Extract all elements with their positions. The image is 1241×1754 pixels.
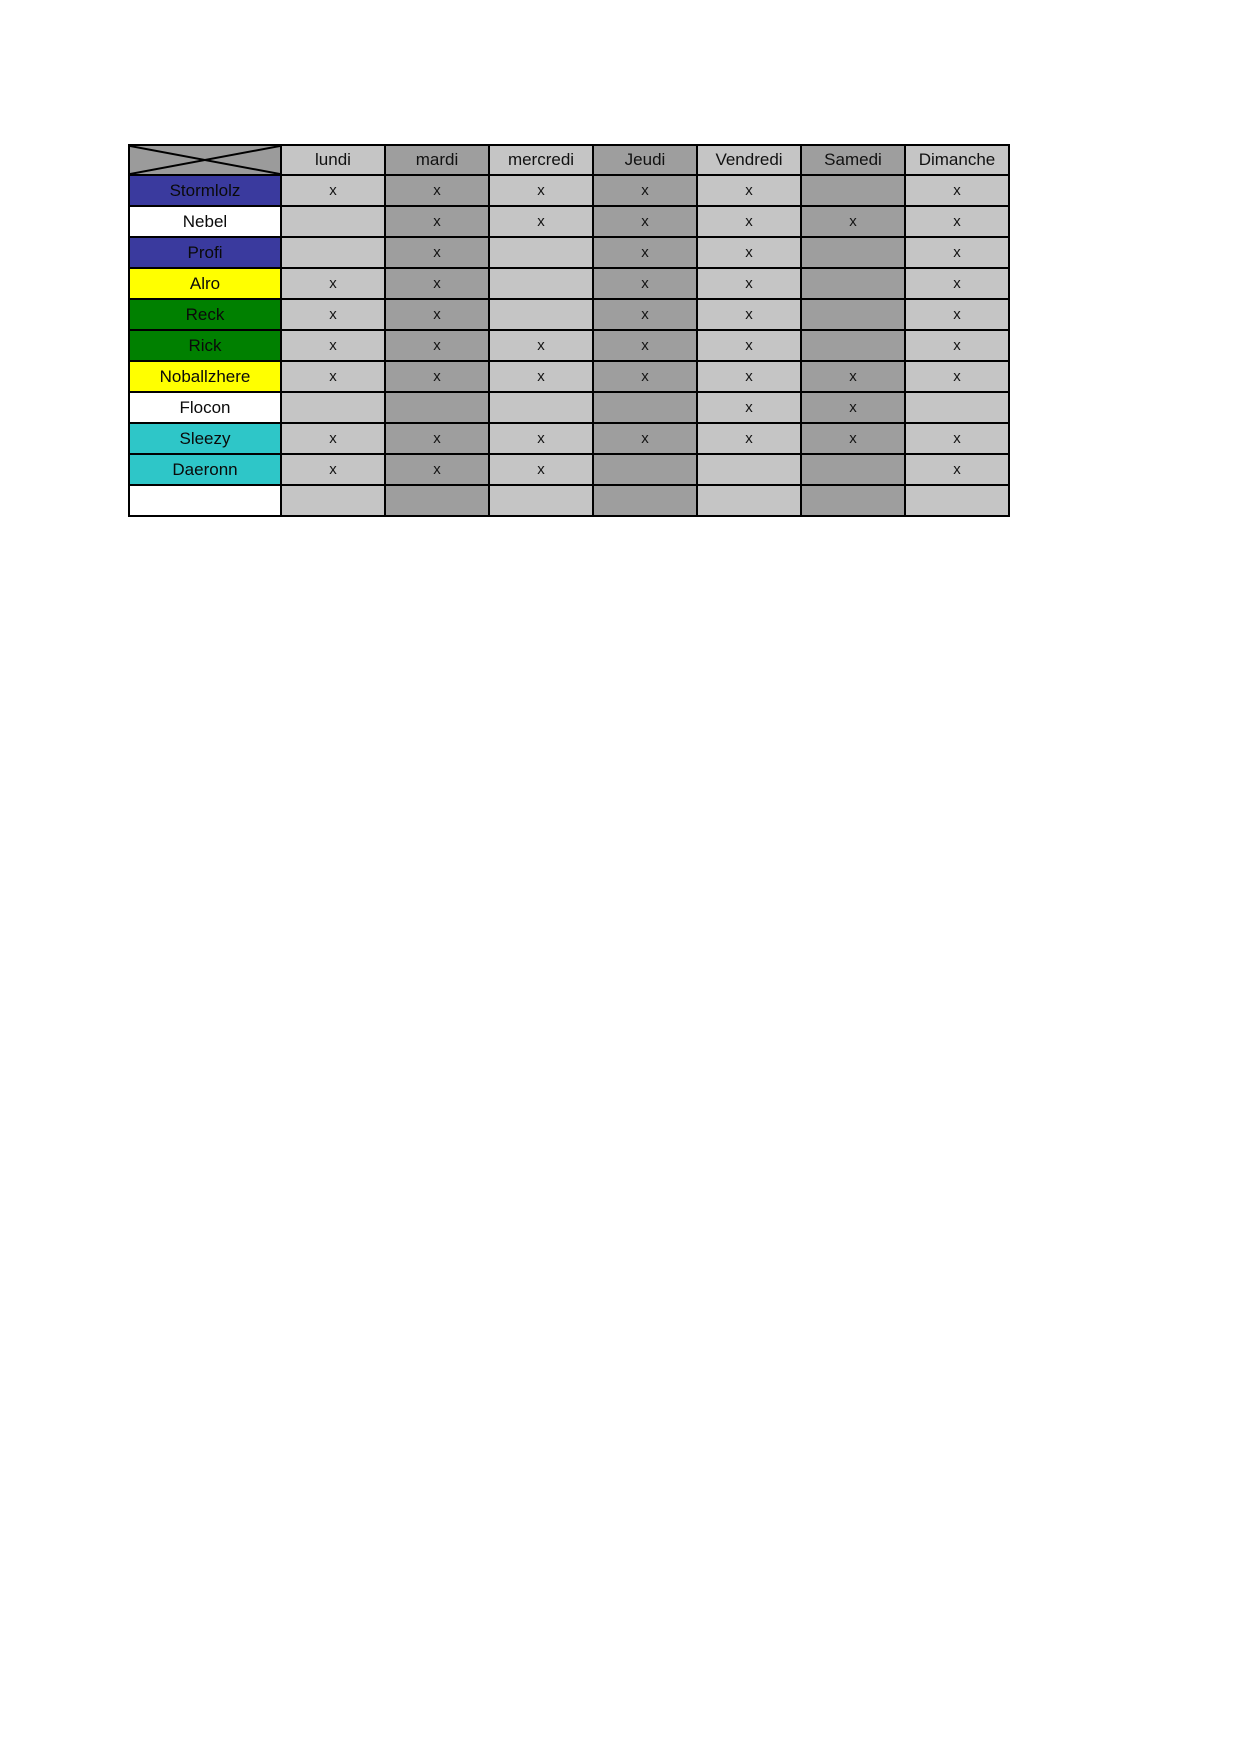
availability-cell xyxy=(489,268,593,299)
availability-cell xyxy=(697,485,801,516)
member-name-cell: Reck xyxy=(129,299,281,330)
availability-table xyxy=(128,144,1010,517)
table-row xyxy=(129,268,1009,299)
member-name-cell: Nebel xyxy=(129,206,281,237)
availability-cell: x xyxy=(489,454,593,485)
availability-cell: x xyxy=(697,361,801,392)
availability-cell: x xyxy=(385,423,489,454)
member-name-cell: Sleezy xyxy=(129,423,281,454)
availability-cell: x xyxy=(489,361,593,392)
member-name-cell: Noballzhere xyxy=(129,361,281,392)
availability-cell: x xyxy=(385,175,489,206)
availability-cell: x xyxy=(385,454,489,485)
member-name-cell: Daeronn xyxy=(129,454,281,485)
availability-cell: x xyxy=(593,330,697,361)
availability-cell xyxy=(593,392,697,423)
availability-cell: x xyxy=(905,454,1009,485)
availability-cell: x xyxy=(281,175,385,206)
availability-cell xyxy=(801,299,905,330)
availability-cell xyxy=(801,175,905,206)
availability-cell xyxy=(281,206,385,237)
availability-cell xyxy=(801,268,905,299)
member-name-cell: Alro xyxy=(129,268,281,299)
availability-cell xyxy=(593,485,697,516)
availability-cell: x xyxy=(801,423,905,454)
availability-cell: x xyxy=(905,206,1009,237)
column-header-samedi: Samedi xyxy=(801,145,905,175)
availability-cell: x xyxy=(697,268,801,299)
availability-cell: x xyxy=(593,175,697,206)
member-name-cell: Flocon xyxy=(129,392,281,423)
availability-cell: x xyxy=(385,206,489,237)
availability-cell: x xyxy=(905,423,1009,454)
availability-cell: x xyxy=(697,175,801,206)
availability-cell: x xyxy=(801,206,905,237)
availability-cell xyxy=(593,454,697,485)
availability-cell xyxy=(905,392,1009,423)
availability-cell xyxy=(489,299,593,330)
availability-cell: x xyxy=(489,206,593,237)
availability-cell: x xyxy=(489,330,593,361)
availability-cell: x xyxy=(385,299,489,330)
availability-cell xyxy=(281,237,385,268)
availability-cell: x xyxy=(281,454,385,485)
column-header-jeudi: Jeudi xyxy=(593,145,697,175)
table-row xyxy=(129,454,1009,485)
column-header-vendredi: Vendredi xyxy=(697,145,801,175)
availability-cell xyxy=(385,485,489,516)
availability-cell: x xyxy=(281,423,385,454)
diagonal-cross-icon xyxy=(130,146,280,174)
availability-cell: x xyxy=(281,361,385,392)
availability-cell: x xyxy=(697,392,801,423)
availability-cell xyxy=(281,392,385,423)
header-row xyxy=(129,145,1009,175)
availability-cell: x xyxy=(905,237,1009,268)
availability-cell xyxy=(801,330,905,361)
table-row xyxy=(129,175,1009,206)
availability-cell: x xyxy=(593,206,697,237)
availability-cell: x xyxy=(905,268,1009,299)
availability-cell: x xyxy=(905,299,1009,330)
availability-cell: x xyxy=(905,361,1009,392)
availability-cell: x xyxy=(905,175,1009,206)
table-row xyxy=(129,330,1009,361)
availability-cell xyxy=(801,454,905,485)
availability-cell xyxy=(489,237,593,268)
availability-cell: x xyxy=(489,175,593,206)
availability-cell: x xyxy=(385,268,489,299)
column-header-mardi: mardi xyxy=(385,145,489,175)
availability-cell: x xyxy=(801,392,905,423)
table-row xyxy=(129,423,1009,454)
availability-cell: x xyxy=(697,423,801,454)
availability-cell xyxy=(801,237,905,268)
column-header-lundi: lundi xyxy=(281,145,385,175)
availability-cell: x xyxy=(697,299,801,330)
member-name-cell xyxy=(129,485,281,516)
availability-cell: x xyxy=(697,237,801,268)
availability-cell: x xyxy=(593,423,697,454)
member-name-cell: Rick xyxy=(129,330,281,361)
availability-cell: x xyxy=(593,268,697,299)
availability-cell xyxy=(905,485,1009,516)
availability-cell: x xyxy=(489,423,593,454)
availability-cell xyxy=(281,485,385,516)
availability-cell: x xyxy=(905,330,1009,361)
availability-cell: x xyxy=(281,330,385,361)
availability-cell: x xyxy=(281,268,385,299)
table-row xyxy=(129,361,1009,392)
column-header-mercredi: mercredi xyxy=(489,145,593,175)
availability-cell: x xyxy=(697,206,801,237)
availability-cell xyxy=(489,392,593,423)
table-row xyxy=(129,237,1009,268)
availability-cell: x xyxy=(697,330,801,361)
availability-cell xyxy=(489,485,593,516)
availability-cell: x xyxy=(801,361,905,392)
availability-cell: x xyxy=(385,361,489,392)
member-name-cell: Profi xyxy=(129,237,281,268)
corner-diagonal-cell xyxy=(129,145,281,175)
availability-cell: x xyxy=(385,330,489,361)
availability-cell xyxy=(385,392,489,423)
availability-cell: x xyxy=(593,237,697,268)
availability-cell: x xyxy=(385,237,489,268)
table-row xyxy=(129,299,1009,330)
availability-cell: x xyxy=(593,299,697,330)
table-row xyxy=(129,206,1009,237)
member-name-cell: Stormlolz xyxy=(129,175,281,206)
table-row xyxy=(129,485,1009,516)
availability-cell: x xyxy=(281,299,385,330)
availability-cell xyxy=(801,485,905,516)
availability-cell xyxy=(697,454,801,485)
table-row xyxy=(129,392,1009,423)
column-header-dimanche: Dimanche xyxy=(905,145,1009,175)
availability-cell: x xyxy=(593,361,697,392)
